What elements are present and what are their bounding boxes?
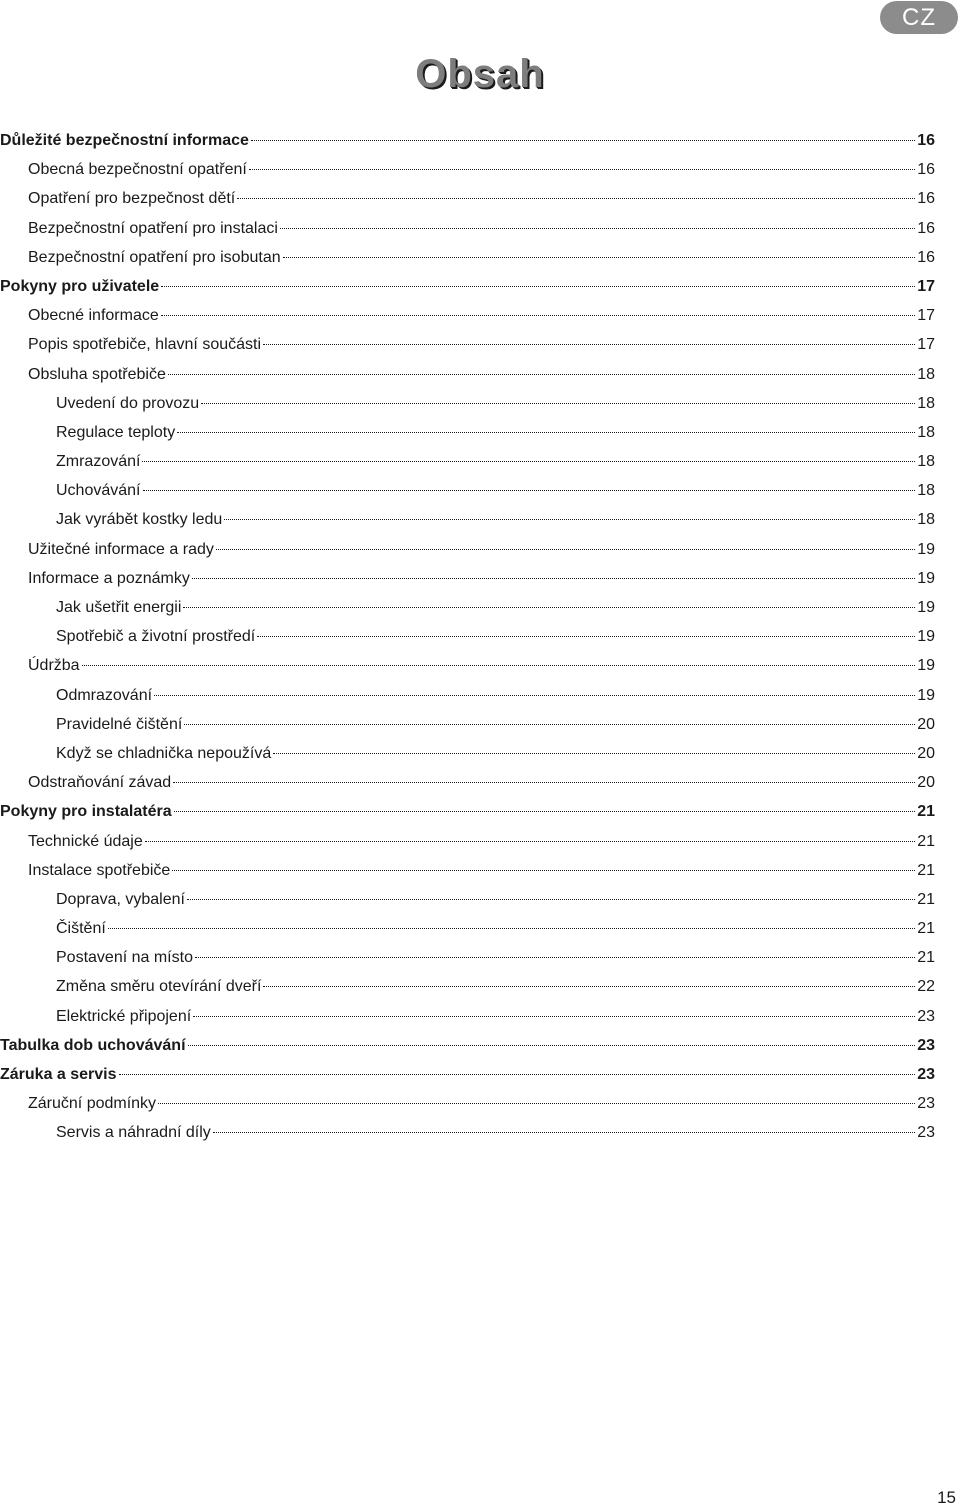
toc-entry-title: Regulace teploty (56, 423, 176, 441)
toc-entry-page: 20 (917, 744, 935, 762)
toc-entry-page: 17 (917, 277, 935, 295)
toc-dot-leader (283, 257, 916, 258)
toc-entry-title: Obecné informace (28, 307, 159, 325)
toc-dot-leader (263, 344, 915, 345)
toc-entry-title: Uchovávání (56, 482, 141, 500)
toc-dot-leader (249, 169, 915, 170)
toc-dot-leader (224, 519, 915, 520)
toc-entry-title: Důležité bezpečnostní informace (0, 132, 249, 149)
toc-entry-title: Elektrické připojení (56, 1007, 192, 1025)
toc-entry (0, 768, 935, 797)
toc-entry (0, 389, 935, 418)
toc-entry (0, 184, 935, 213)
toc-dot-leader (195, 957, 915, 958)
toc-dot-leader (174, 811, 916, 812)
toc-entry-page: 16 (917, 219, 935, 237)
toc-entry-page: 22 (917, 978, 935, 996)
toc-entry (0, 535, 935, 564)
toc-entry-title: Spotřebič a životní prostředí (56, 628, 256, 646)
toc-entry (0, 126, 935, 155)
toc-dot-leader (172, 870, 915, 871)
toc-entry-page: 18 (917, 453, 935, 471)
toc-entry-title: Bezpečnostní opatření pro instalaci (28, 219, 278, 237)
toc-entry-page: 21 (917, 949, 935, 967)
toc-entry-page: 19 (917, 628, 935, 646)
toc-entry (0, 564, 935, 593)
toc-entry-page: 19 (917, 540, 935, 558)
toc-dot-leader (177, 432, 915, 433)
toc-entry (0, 739, 935, 768)
toc-entry (0, 214, 935, 243)
toc-entry-title: Záruční podmínky (28, 1095, 157, 1113)
toc-entry-page: 19 (917, 569, 935, 587)
toc-entry-title: Informace a poznámky (28, 569, 190, 587)
toc-entry-page: 16 (917, 248, 935, 266)
toc-entry-page: 21 (917, 832, 935, 850)
toc-entry (0, 418, 935, 447)
toc-entry-title: Tabulka dob uchovávání (0, 1036, 186, 1054)
toc-dot-leader (154, 695, 915, 696)
toc-entry (0, 1002, 935, 1031)
toc-entry (0, 505, 935, 534)
toc-entry (0, 1118, 935, 1147)
toc-entry-title: Pokyny pro instalatéra (0, 803, 172, 821)
toc-entry-page: 23 (917, 1007, 935, 1025)
toc-dot-leader (187, 899, 915, 900)
toc-entry (0, 1089, 935, 1118)
toc-entry-page: 16 (917, 132, 935, 149)
toc-dot-leader (142, 461, 915, 462)
toc-dot-leader (273, 753, 915, 754)
toc-dot-leader (108, 928, 915, 929)
toc-dot-leader (158, 1103, 915, 1104)
toc-entry-page: 18 (917, 394, 935, 412)
toc-entry-page: 21 (917, 803, 935, 821)
toc-entry (0, 593, 935, 622)
toc-entry-title: Změna směru otevírání dveří (56, 978, 262, 996)
page-number: 15 (937, 1488, 956, 1507)
toc-entry-title: Obecná bezpečnostní opatření (28, 161, 247, 179)
toc-entry (0, 681, 935, 710)
toc-entry-title: Zmrazování (56, 453, 141, 471)
toc-entry-page: 23 (917, 1095, 935, 1113)
toc-entry-page: 21 (917, 920, 935, 938)
toc-entry (0, 827, 935, 856)
toc-dot-leader (263, 986, 915, 987)
toc-entry-title: Bezpečnostní opatření pro isobutan (28, 248, 281, 266)
toc-entry-title: Obsluha spotřebiče (28, 365, 166, 383)
toc-entry-title: Doprava, vybalení (56, 890, 185, 908)
toc-entry (0, 330, 935, 359)
toc-entry (0, 243, 935, 272)
toc-entry (0, 914, 935, 943)
toc-dot-leader (161, 315, 915, 316)
toc-entry (0, 155, 935, 184)
toc-entry (0, 943, 935, 972)
toc-entry-title: Jak ušetřit energii (56, 599, 182, 616)
toc-dot-leader (82, 665, 916, 666)
toc-entry-page: 23 (917, 1066, 935, 1083)
toc-entry-page: 20 (917, 774, 935, 792)
toc-dot-leader (193, 1016, 915, 1017)
toc-entry-page: 23 (917, 1124, 935, 1142)
page-title: Obsah (415, 52, 545, 96)
toc-dot-leader (161, 286, 915, 287)
toc-entry-title: Servis a náhradní díly (56, 1124, 211, 1142)
toc-entry (0, 301, 935, 330)
toc-entry (0, 710, 935, 739)
toc-dot-leader (184, 724, 915, 725)
toc-entry-title: Když se chladnička nepoužívá (56, 744, 272, 762)
toc-entry (0, 972, 935, 1001)
toc-entry-page: 19 (917, 686, 935, 704)
toc-entry-title: Čištění (56, 920, 106, 938)
toc-dot-leader (201, 403, 915, 404)
toc-entry-page: 16 (917, 161, 935, 179)
toc-dot-leader (173, 782, 915, 783)
toc-entry-page: 18 (917, 482, 935, 500)
toc-entry-title: Užitečné informace a rady (28, 540, 214, 558)
toc-entry (0, 476, 935, 505)
toc-entry (0, 856, 935, 885)
toc-entry-title: Pokyny pro uživatele (0, 277, 160, 295)
toc-dot-leader (251, 140, 915, 141)
toc-entry-page: 16 (917, 190, 935, 208)
toc-entry (0, 797, 935, 826)
toc-entry-title: Technické údaje (28, 832, 143, 850)
toc-entry-title: Jak vyrábět kostky ledu (56, 511, 223, 529)
toc-entry-page: 18 (917, 511, 935, 529)
toc-entry-title: Instalace spotřebiče (28, 861, 171, 879)
toc-entry-title: Odmrazování (56, 686, 153, 704)
toc-dot-leader (216, 549, 915, 550)
toc-entry (0, 272, 935, 301)
toc-entry-page: 20 (917, 715, 935, 733)
toc-dot-leader (145, 841, 915, 842)
toc-entry-page: 21 (917, 890, 935, 908)
language-badge: CZ (880, 1, 958, 34)
toc-entry-title: Pravidelné čištění (56, 715, 183, 733)
toc-entry-page: 23 (917, 1036, 935, 1054)
table-of-contents (0, 126, 935, 1148)
toc-dot-leader (143, 490, 916, 491)
toc-entry-page: 17 (917, 336, 935, 354)
toc-entry-title: Postavení na místo (56, 949, 193, 967)
toc-dot-leader (183, 607, 915, 608)
toc-entry (0, 447, 935, 476)
toc-entry (0, 1060, 935, 1089)
toc-entry (0, 622, 935, 651)
toc-entry-page: 19 (917, 599, 935, 616)
toc-dot-leader (168, 374, 915, 375)
toc-entry-title: Záruka a servis (0, 1066, 117, 1083)
toc-entry-title: Opatření pro bezpečnost dětí (28, 190, 236, 208)
toc-entry-page: 21 (917, 861, 935, 879)
toc-entry-title: Popis spotřebiče, hlavní součásti (28, 336, 262, 354)
toc-entry-title: Odstraňování závad (28, 774, 172, 792)
toc-entry (0, 1031, 935, 1060)
toc-dot-leader (213, 1132, 915, 1133)
toc-entry-page: 19 (917, 657, 935, 675)
toc-entry (0, 885, 935, 914)
toc-dot-leader (188, 1045, 916, 1046)
toc-entry-title: Uvedení do provozu (56, 394, 200, 412)
toc-dot-leader (257, 636, 915, 637)
toc-entry (0, 360, 935, 389)
toc-entry-page: 18 (917, 423, 935, 441)
toc-dot-leader (192, 578, 915, 579)
toc-entry-page: 17 (917, 307, 935, 325)
toc-dot-leader (237, 198, 915, 199)
toc-entry-page: 18 (917, 365, 935, 383)
toc-entry-title: Údržba (28, 657, 80, 675)
toc-dot-leader (119, 1074, 916, 1075)
toc-dot-leader (280, 228, 915, 229)
toc-entry (0, 651, 935, 680)
